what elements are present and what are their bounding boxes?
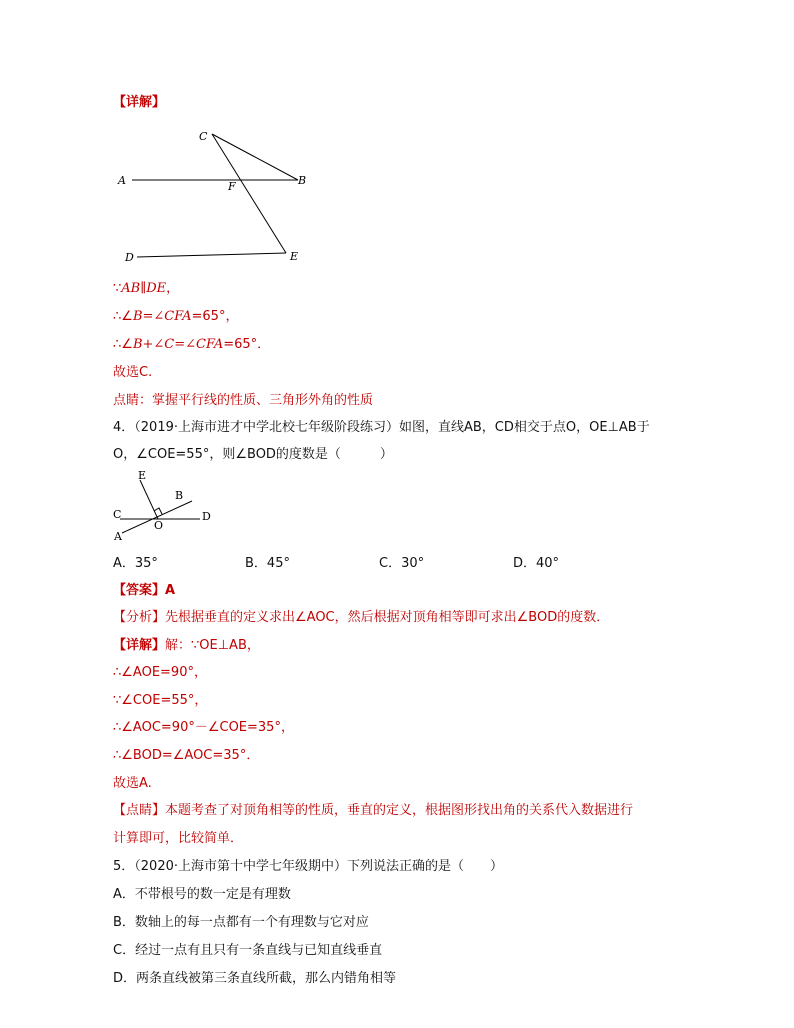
label-d: D [202,510,211,523]
figure-parallel-lines [110,120,320,270]
q4-answer: 【答案】A [113,583,176,598]
q5-option-c: C．经过一点有且只有一条直线与已知直线垂直 [113,943,383,958]
q4-comment-line-1: 【点睛】本题考查了对顶角相等的性质，垂直的定义，根据图形找出角的关系代入数据进行 [113,803,634,818]
q5-option-d: D．两条直线被第三条直线所截，那么内错角相等 [113,971,397,986]
label-a: A [118,174,126,187]
step-line-2: ∴∠B=∠CFA=65°， [113,309,239,324]
step-line-3: ∴∠B+∠C=∠CFA=65°． [113,337,271,352]
q4-analysis: 【分析】先根据垂直的定义求出∠AOC，然后根据对顶角相等即可求出∠BOD的度数． [113,610,610,625]
q4-step-2: ∵∠COE=55°， [113,693,208,708]
ray-oe [140,480,158,519]
detail-label: 【详解】 [113,95,166,110]
segment-ce [212,134,286,253]
line-de [137,253,286,257]
q4-step-4: ∴∠BOD=∠AOC=35°． [113,748,260,763]
q5-option-a: A．不带根号的数一定是有理数 [113,887,291,902]
q4-option-c: C．30° [379,556,425,571]
q4-option-a: A．35° [113,556,158,571]
figure-intersecting-lines [110,470,220,545]
segment-cb [212,134,298,180]
q4-stem-line-2: O，∠COE=55°，则∠BOD的度数是（ ） [113,447,393,462]
q5-stem: 5．（2020·上海市第十中学七年级期中）下列说法正确的是（ ） [113,859,503,874]
label-c: C [113,508,122,521]
label-e: E [290,250,299,263]
q4-comment-line-2: 计算即可，比较简单． [113,831,244,846]
q4-detail-line: 【详解】解：∵OE⊥AB， [113,638,260,653]
comment-line: 点睛：掌握平行线的性质、三角形外角的性质 [113,393,374,408]
q4-option-b: B．45° [245,556,290,571]
label-f: F [228,180,236,193]
q4-stem-line-1: 4．（2019·上海市进才中学北校七年级阶段练习）如图，直线AB，CD相交于点O，OE⊥AB于 [113,420,650,435]
label-b: B [175,489,184,502]
label-d: D [125,251,134,264]
label-a: A [114,530,122,543]
label-o: O [154,519,164,532]
choice-line: 故选C. [113,365,153,380]
q4-step-1: ∴∠AOE=90°， [113,665,207,680]
step-line-1: ∵AB∥DE， [113,281,180,296]
label-c: C [199,130,208,143]
q4-detail-label: 【详解】 [113,638,166,653]
q4-option-d: D．40° [513,556,560,571]
label-e: E [138,470,147,482]
q4-step-3: ∴∠AOC=90°－∠COE=35°， [113,720,294,735]
q4-choice: 故选A. [113,776,152,791]
q5-option-b: B．数轴上的每一点都有一个有理数与它对应 [113,915,369,930]
label-b: B [298,174,307,187]
